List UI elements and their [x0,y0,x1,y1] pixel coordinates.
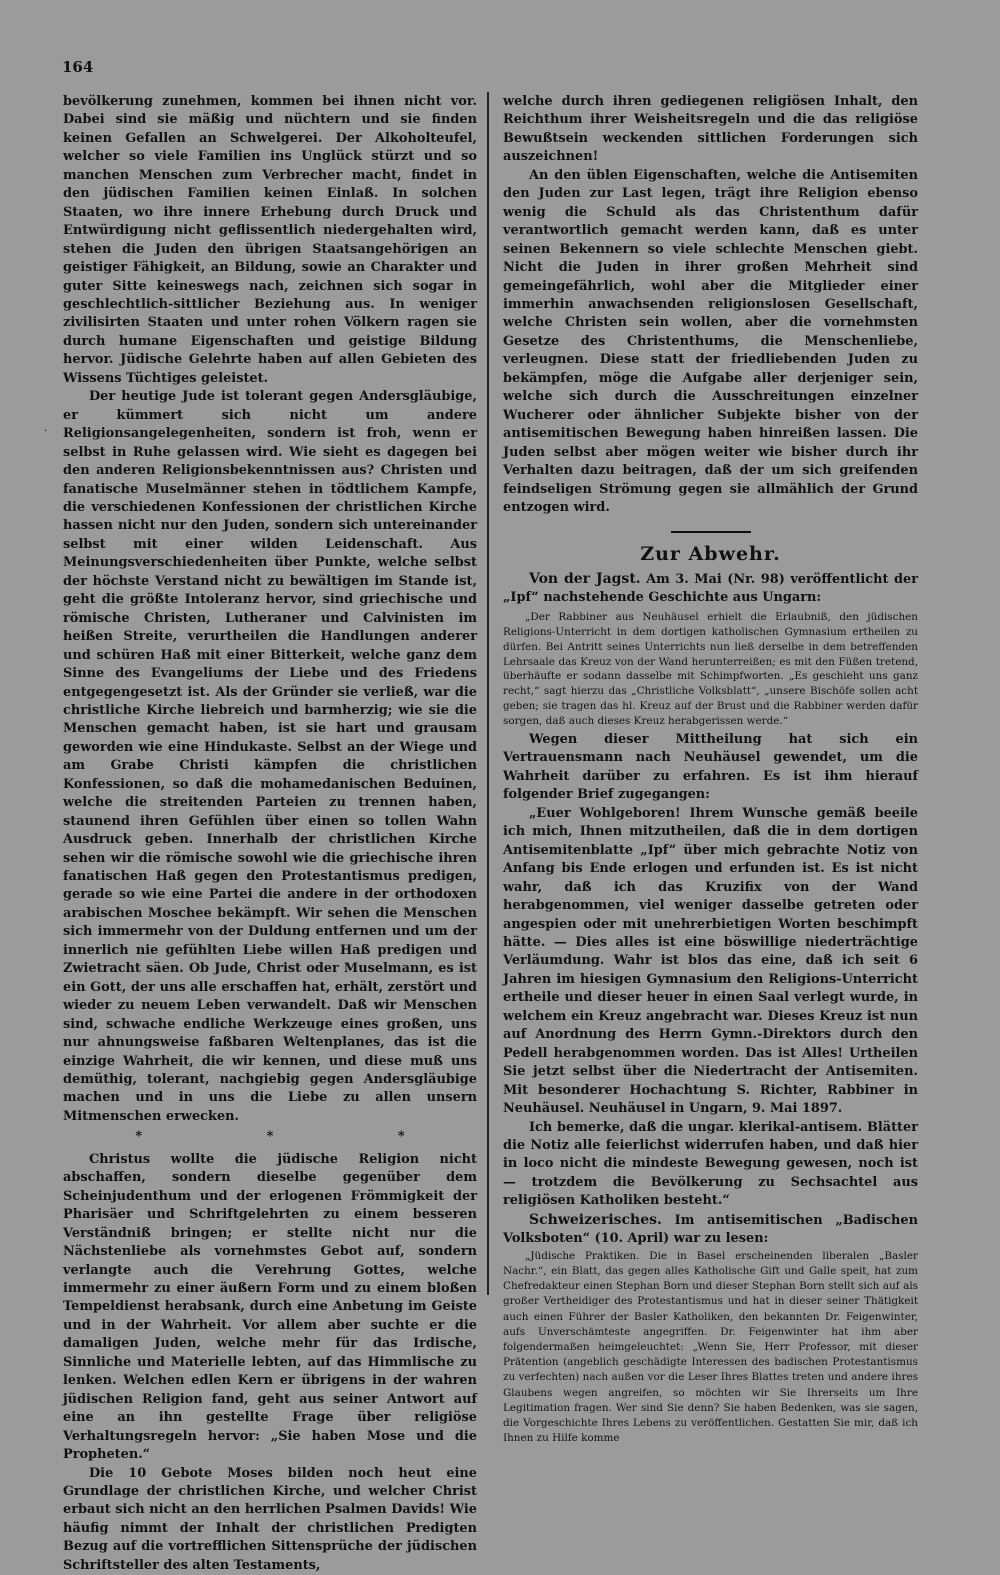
jagst-intro: Am 3. Mai (Nr. 98) veröffentlicht der „Ipf“ nachstehende Geschichte aus Ungarn: [503,571,918,606]
left-paragraph-4: Die 10 Gebote Moses bilden noch heut eine Grundlage der christlichen Kirche, und welcher Christ erbaut sich nicht an den herrlichen Psalmen Davids! Wie häufig nimmt der Inhalt der christlichen Predigten Bezug auf die vortrefflichen Sittensprüche der jüdischen Schriftsteller des alten Testaments, [63,1465,477,1573]
rabbi-letter: „Euer Wohlgeboren! Ihrem Wunsche gemäß beeile ich mich, Ihnen mitzutheilen, daß die in dem dortigen Antisemitenblatte „Ipf“ über mich gebrachte Notiz von Anfang bis Ende erlogen und erfunden ist. Es ist nicht wahr, daß ich das Kruzifix von der Wand herabgenommen, viel weniger dasselbe getreten oder angespien oder mit unehrerbietigen Worten beschimpft hätte. — Dies alles ist eine böswillige niederträchtige Verläumdung. Wahr ist blos das eine, daß ich seit 6 Jahren im hiesigen Gymnasium den Religions-Unterricht ertheile und dieser heuer in einen Saal verlegt wurde, in welchem ein Kreuz angebracht war. Dieses Kreuz ist nun auf Anordnung des Herrn Gymn.-Direktors durch den Pedell herabgenommen worden. Das ist Alles! Urtheilen Sie jetzt selbst über die Niedertracht der Antisemiten. Mit besonderer Hochachtung S. Richter, Rabbiner in Neuhäusel. Neuhäusel in Ungarn, 9. Mai 1897. [503,805,918,1117]
jagst-heading: Von der Jagst. [529,570,641,587]
right-paragraph-2: An den üblen Eigenschaften, welche die Antisemiten den Juden zur Last legen, trägt ihre Religion ebenso wenig die Schuld als das Christenthum dafür verantwortlich gemacht werden kann, daß es unter seinen Bekennern so viele schlechte Menschen giebt. Nicht die Juden in ihrer großen Mehrheit sind gemeingefährlich, wohl aber die Mitglieder einer immerhin anwachsenden religionslosen Gesellschaft, welche Christen sein wollen, aber die vornehmsten Gesetze des Christenthums, die Menschenliebe, verleugnen. Diese statt der friedliebenden Juden zu bekämpfen, möge die Aufgabe aller derjeniger sein, welche sich durch die Ausschreitungen einzelner Wucherer oder ähnlicher Subjekte bisher von der antisemitischen Bewegung haben hinreißen lassen. Die Juden selbst aber mögen weiter wie bisher durch ihr Verhalten dazu beitragen, daß der um sich greifenden feindseligen Strömung gegen sie allmählich der Grund entzogen wird. [503,167,918,515]
jagst-quote: „Der Rabbiner aus Neuhäusel erhielt die Erlaubniß, den jüdischen Religions-Unterricht in dem dortigen katholischen Gymnasium ertheilen zu dürfen. Bei Antritt seines Unterrichts nun ließ derselbe in dem betreffenden Lehrsaale das Kreuz von der Wand herunterreißen; es mit den Füßen tretend, überhäufte er sodann dasselbe mit Schimpfworten. „Es geschieht uns ganz recht,“ sagt hierzu das „Christliche Volksblatt“, „unsere Bischöfe sollen acht geben; sie tragen das hl. Kreuz auf der Brust und die Rabbiner werden dafür sorgen, daß auch dieses Kreuz herabgerissen werde.“ [503,610,918,728]
short-rule [671,531,751,533]
stray-mark: · [44,426,48,437]
left-paragraph-1: bevölkerung zunehmen, kommen bei ihnen nicht vor. Dabei sind sie mäßig und nüchtern und sie finden keinen Gefallen an Schwelgerei. Der Alkoholteufel, welcher so viele Familien ins Unglück stürzt und so manchen Menschen zum Verbrecher macht, findet in den jüdischen Familien keinen Einlaß. In solchen Staaten, wo ihre innere Erhebung durch Druck und Entwürdigung nicht geflissentlich niedergehalten wird, stehen die Juden den übrigen Staatsangehörigen an geistiger Fähigkeit, an Bildung, sowie an Charakter und guter Sitte keineswegs nach, zeichnen sich sogar in geschlechtlich-sittlicher Beziehung aus. In weniger zivilisirten Staaten und unter rohen Völkern ragen sie durch humane Eigenschaften und geistige Bildung hervor. Jüdische Gelehrte haben auf allen Gebieten des Wissens Tüchtiges geleistet. [63,94,477,386]
column-divider [487,92,489,1295]
left-paragraph-3: Christus wollte die jüdische Religion nicht abschaffen, sondern dieselbe gegenüber dem Scheinjudenthum und der erlogenen Frömmigkeit der Pharisäer und Schriftgelehrten zu einem besseren Verständniß bringen; er stellte nicht nur die Nächstenliebe als vornehmstes Gebot auf, sondern verlangte auch die Verehrung Gottes, welche immermehr zu einer äußern Form und zu einem bloßen Tempeldienst herabsank, durch eine Anbetung im Geiste und in der Wahrheit. Vor allem aber suchte er die damaligen Juden, welche mehr für das Irdische, Sinnliche und Materielle lebten, auf das Himmlische zu lenken. Welchen edlen Kern er übrigens in der wahren jüdischen Religion fand, geht aus seiner Antwort auf eine an ihn gestellte Frage über religiöse Verhaltungsregeln hervor: „Sie haben Mose und die Propheten.“ [63,1151,477,1463]
schweiz-heading: Schweizerisches. [529,1211,662,1228]
section-title: Zur Abwehr. [640,543,781,566]
left-column [63,93,477,1575]
right-paragraph-3: Wegen dieser Mittheilung hat sich ein Vertrauensmann nach Neuhäusel gewendet, um die Wahrheit darüber zu erfahren. Es ist ihm hierauf folgender Brief zugegangen: [503,732,918,803]
schweiz-intro: Im antisemitischen „Badischen Volksboten“ (10. April) war zu lesen: [503,1212,918,1247]
jagst-article [503,570,918,608]
schweiz-article [503,1211,918,1249]
section-divider-stars: * * * [135,1129,465,1145]
right-paragraph-4: Ich bemerke, daß die ungar. klerikal-antisem. Blätter die Notiz alle feierlichst widerrufen haben, und daß hier in loco nicht die mindeste Bewegung gewesen, noch ist — trotzdem die Bevölkerung zu Sechsachtel aus religiösen Katholiken besteht.“ [503,1119,918,1209]
right-paragraph-1: welche durch ihren gediegenen religiösen Inhalt, den Reichthum ihrer Weisheitsregeln und die das religiöse Bewußtsein weckenden sittlichen Forderungen sich auszeichnen! [503,94,918,165]
left-paragraph-2: Der heutige Jude ist tolerant gegen Andersgläubige, er kümmert sich nicht um andere Religionsangelegenheiten, sondern ist froh, wenn er selbst in Ruhe gelassen wird. Wie sieht es dagegen bei den anderen Religionsbekenntnissen aus? Christen und fanatische Muselmänner stehen in tödtlichem Kampfe, die verschiedenen Konfessionen der christlichen Kirche hassen nicht nur den Juden, sondern sich untereinander selbst mit einer wilden Leidenschaft. Aus Meinungsverschiedenheiten über Punkte, welche selbst der höchste Verstand nicht zu bewältigen im Stande ist, geht die größte Intoleranz hervor, sind griechische und römische Christen, Lutheraner und Calvinisten im heißen Streite, verurtheilen die Handlungen anderer und schüren Haß mit einer Bitterkeit, welche ganz dem Sinne des Evangeliums der Liebe und des Friedens entgegengesetzt ist. Als der Gründer sie verließ, war die christliche Kirche liebreich und barmherzig; wie sie die Menschen gemacht haben, ist sie hart und grausam geworden wie eine Hindukaste. Selbst an der Wiege und am Grabe Christi kämpfen die christlichen Konfessionen, so daß die mohamedanischen Beduinen, welche die streitenden Parteien zu trennen haben, staunend ihren Gefühlen über einen so tollen Wahn Ausdruck geben. Innerhalb der christlichen Kirche sehen wir die römische sowohl wie die griechische ihren fanatischen Haß gegen den Protestantismus predigen, gerade so wie eine Partei die andere in der orthodoxen arabischen Moschee bekämpft. Wir sehen die Menschen sich immermehr von der Duldung entfernen und um der innerlich nie gefühlten Liebe willen Haß predigen und Zwietracht säen. Ob Jude, Christ oder Muselmann, es ist ein Gott, der uns alle erschaffen hat, erhält, zerstört und wieder zu neuem Leben verwandelt. Daß wir Menschen sind, schwache endliche Werkzeuge eines großen, uns nur ahnungsweise faßbaren Weltenplanes, das ist die einzige Wahrheit, die wir kennen, und diese muß uns demüthig, tolerant, nachgiebig gegen Andersgläubige machen und in uns die Liebe zu allen unsern Mitmenschen erwecken. [63,389,477,1124]
page-number: 164 [62,58,94,76]
schweiz-quote: „Jüdische Praktiken. Die in Basel erscheinenden liberalen „Basler Nachr.“, ein Blatt, das gegen alles Katholische Gift und Galle speit, hat zum Chefredakteur einen Stephan Born und dieser Stephan Born stellt sich auf als großer Vertheidiger des Protestantismus und hat in dieser seiner Thätigkeit auch einen Führer der Basler Katholiken, den bekannten Dr. Feigenwinter, aufs Unverschämteste angegriffen. Dr. Feigenwinter hat ihm aber folgendermaßen heimgeleuchtet: „Wenn Sie, Herr Professor, mit dieser Prätention (angeblich geschädigte Interessen des badischen Protestantismus zu verfechten) nach außen vor die Leser Ihres Blattes treten und andere ihres Glaubens wegen angreifen, so möchten wir Sie Ihrerseits um Ihre Legitimation fragen. Wer sind Sie denn? Sie haben Bedenken, was sie sagen, die Vorgeschichte Ihres Lebens zu veröffentlichen. Gestatten Sie mir, daß ich Ihnen zu Hilfe komme [503,1249,918,1445]
right-column [503,93,918,1446]
